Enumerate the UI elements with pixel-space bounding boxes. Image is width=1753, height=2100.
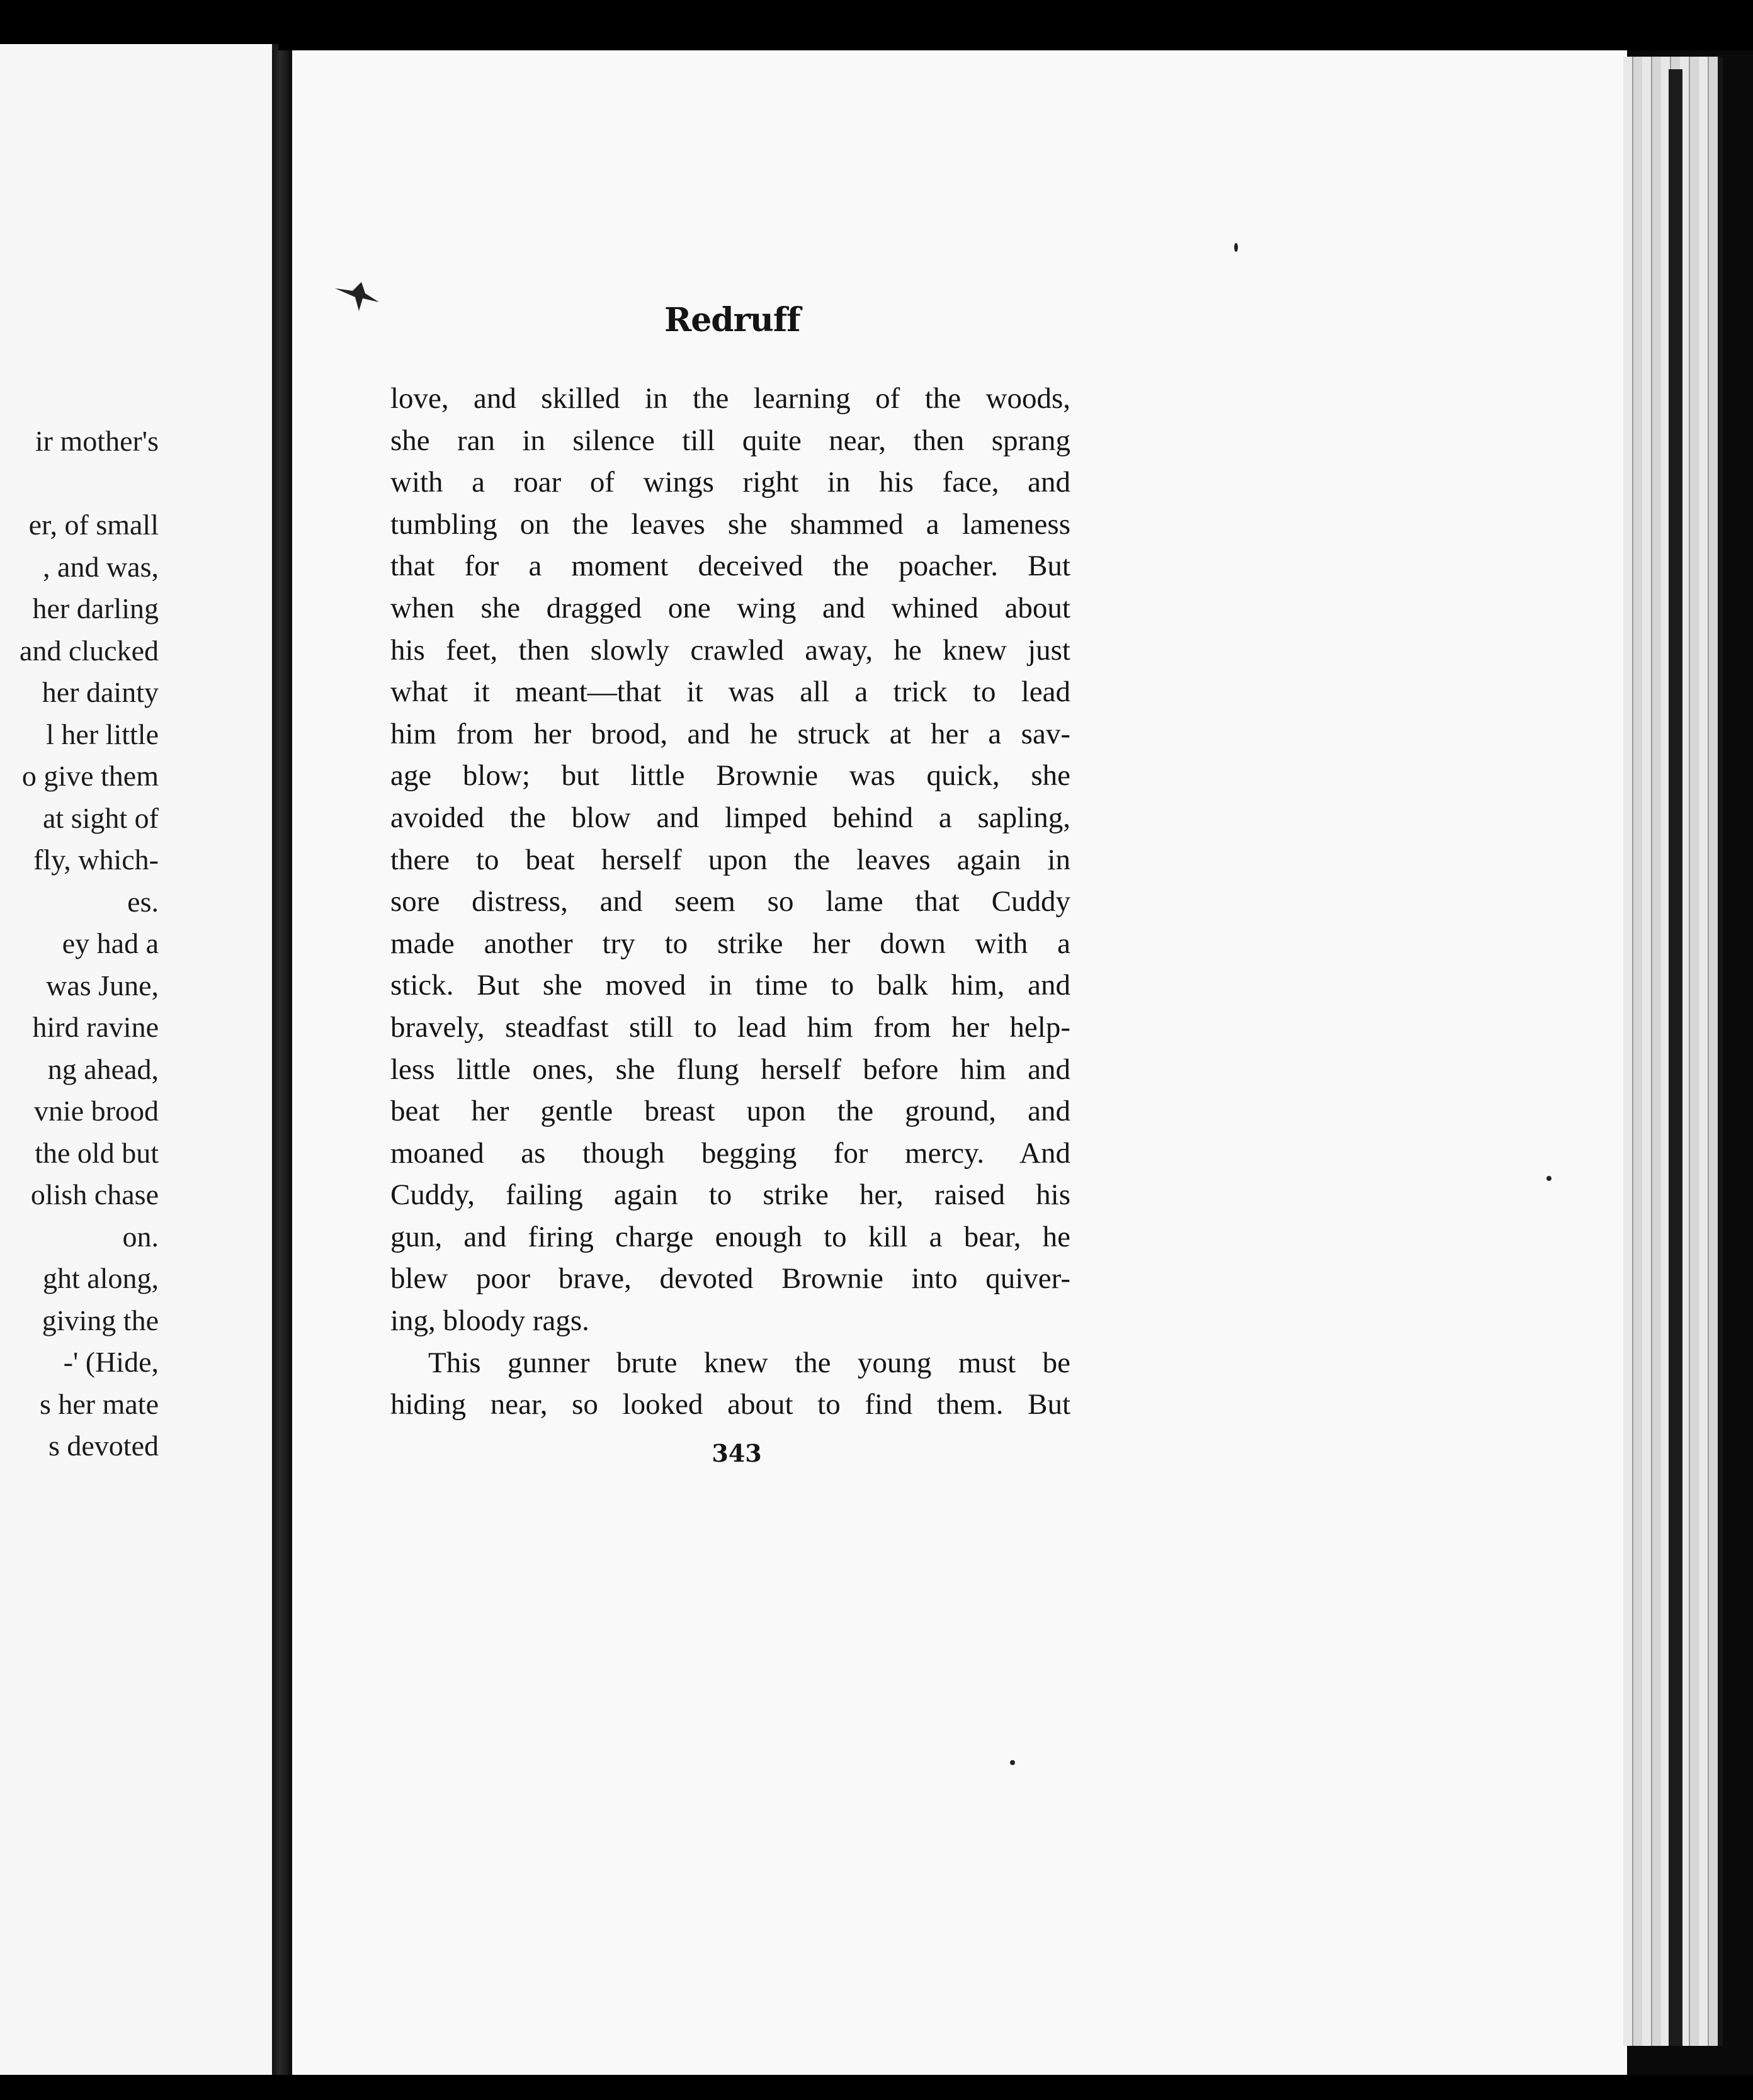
text-line: with a roar of wings right in his face, and (390, 466, 1070, 499)
running-head: Redruff (664, 301, 800, 339)
scan-border-top (0, 0, 1753, 50)
text-line: This gunner brute knew the young must be (428, 1346, 1070, 1379)
left-line: her dainty (42, 676, 159, 708)
text-line: made another try to strike her down with a (390, 927, 1070, 960)
left-line: vnie brood (33, 1095, 159, 1127)
left-line: s devoted (48, 1430, 159, 1462)
dust-speck (1546, 1176, 1552, 1181)
text-line: hiding near, so looked about to find them. But (390, 1388, 1070, 1421)
left-line: her darling (32, 592, 159, 624)
text-line: moaned as though begging for mercy. And (390, 1136, 1070, 1170)
left-line: s her mate (39, 1387, 159, 1420)
dust-speck (1234, 243, 1238, 252)
text-line: Cuddy, failing again to strike her, raised his (390, 1178, 1070, 1212)
dust-speck (1010, 1760, 1015, 1765)
text-line: tumbling on the leaves she shammed a lameness (390, 507, 1070, 541)
left-line: on. (122, 1220, 159, 1253)
text-line: beat her gentle breast upon the ground, and (390, 1095, 1070, 1128)
text-line: she ran in silence till quite near, then sprang (390, 424, 1070, 457)
left-line: at sight of (43, 801, 159, 834)
page-edge-shadow (1669, 69, 1682, 2046)
left-line: , and was, (43, 550, 159, 583)
left-line: hird ravine (32, 1011, 159, 1043)
left-line: giving the (42, 1304, 159, 1336)
left-line: ey had a (62, 927, 159, 959)
page-number: 343 (712, 1439, 762, 1467)
text-line: blew poor brave, devoted Brownie into quiver- (390, 1262, 1070, 1296)
text-line: him from her brood, and he struck at her a sav- (390, 717, 1070, 750)
left-line: was June, (46, 969, 159, 1002)
text-line: love, and skilled in the learning of the woods, (390, 382, 1070, 415)
left-line: -' (Hide, (63, 1346, 159, 1378)
left-page-text (0, 421, 159, 1467)
text-line: there to beat herself upon the leaves again in (390, 843, 1070, 876)
left-line: the old but (35, 1136, 159, 1169)
text-line: what it meant—that it was all a trick to lead (390, 675, 1070, 709)
left-line: ng ahead, (47, 1053, 159, 1085)
text-line: sore distress, and seem so lame that Cuddy (390, 885, 1070, 918)
left-line: l her little (46, 718, 159, 750)
text-line: age blow; but little Brownie was quick, she (390, 759, 1070, 793)
text-line: bravely, steadfast still to lead him from her help- (390, 1010, 1070, 1044)
text-line: gun, and firing charge enough to kill a bear, he (390, 1220, 1070, 1253)
left-line: ght along, (43, 1262, 159, 1294)
left-line: o give them (21, 760, 159, 792)
text-line: stick. But she moved in time to balk him, and (390, 969, 1070, 1002)
left-line: ir mother's (35, 425, 159, 457)
scan-border-bottom (0, 2075, 1753, 2100)
text-line: avoided the blow and limped behind a sapling, (390, 801, 1070, 834)
text-line: ing, bloody rags. (390, 1304, 589, 1338)
left-line: er, of small (28, 509, 159, 541)
left-line (0, 463, 159, 505)
ink-blot-mark (334, 277, 384, 315)
body-text (390, 378, 1070, 1426)
text-line: his feet, then slowly crawled away, he knew just (390, 633, 1070, 667)
left-line: olish chase (30, 1178, 159, 1211)
left-page (0, 44, 278, 2077)
text-line: when she dragged one wing and whined about (390, 591, 1070, 624)
text-line: less little ones, she flung herself before him and (390, 1053, 1070, 1086)
text-line: that for a moment deceived the poacher. But (390, 550, 1070, 583)
left-line: and clucked (20, 634, 159, 667)
left-line: fly, which- (33, 844, 159, 876)
left-line: es. (127, 885, 159, 918)
